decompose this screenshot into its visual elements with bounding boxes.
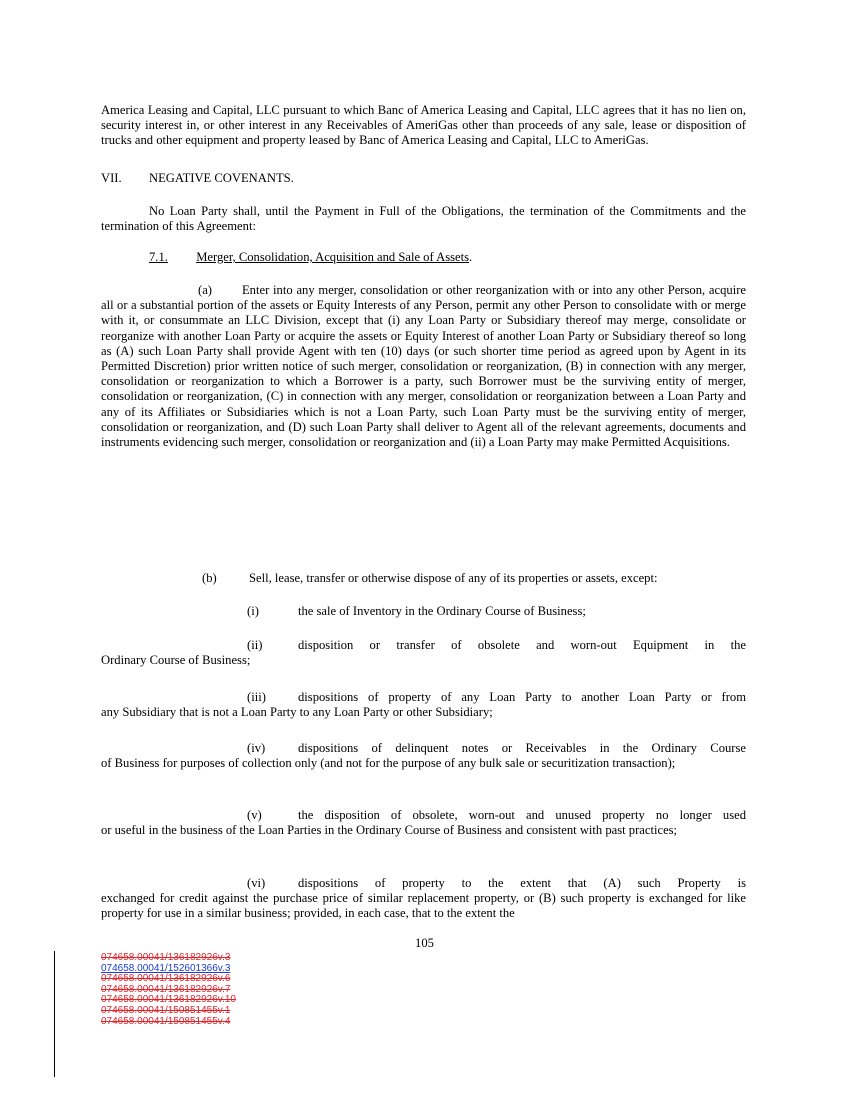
doc-id-deleted: 074658.00041/150851455v.4	[101, 1015, 231, 1027]
doc-id-current: 074658.00041/152601366v.3	[101, 962, 231, 974]
section-number: 7.1.	[149, 250, 168, 264]
clause-a	[101, 283, 746, 450]
item-lead-text: dispositions of property of any Loan Party to another Loan Party or from	[298, 690, 746, 704]
doc-id-deleted: 074658.00041/136182926v.7	[101, 983, 231, 995]
item-label: (iv)	[247, 741, 266, 755]
doc-id-deleted: 074658.00041/136182926v.6	[101, 973, 231, 985]
clause-a-label: (a)	[198, 283, 212, 297]
item-lead-text: dispositions of property to the extent that (A) such Property is	[298, 876, 746, 890]
item-label: (i)	[247, 604, 259, 618]
item-rest-text: exchanged for credit against the purchase price of similar replacement property, or (B) such property is exchanged for like property for use in a similar business; provided, in each case, that to the extent the	[101, 891, 746, 921]
item-lead-text: the disposition of obsolete, worn-out and unused property no longer used	[298, 808, 746, 822]
item-lead-text: disposition or transfer of obsolete and worn-out Equipment in the	[298, 638, 746, 652]
item-ii	[101, 638, 746, 668]
item-iii	[101, 690, 746, 720]
clause-a-text: Enter into any merger, consolidation or other reorganization with or into any other Person, acquire all or a substantial portion of the assets or Equity Interests of any Person, permit any other Person to consolidate with or merge with it, or consummate an LLC Division, except that (i) any Loan Party or Subsidiary thereof may merge, consolidate or reorganize with another Loan Party or acquire the assets or Equity Interest of another Loan Party or Subsidiary thereof so long as (A) such Loan Party shall provide Agent with ten (10) days (or such shorter time period as agreed upon by Agent in its Permitted Discretion) prior written notice of such merger, consolidation or reorganization, (B) in connection with any merger, consolidation or reorganization to which a Borrower is a party, such Borrower must be the surviving entity of merger, consolidation or reorganization, (C) in connection with any merger, consolidation or reorganization between a Loan Party and any of its Affiliates or Subsidiaries which is not a Loan Party, such Loan Party must be the surviving entity of merger, consolidation or reorganization, and (D) such Loan Party shall deliver to Agent all of the relevant agreements, documents and instruments evidencing such merger, consolidation or reorganization and (ii) a Loan Party may make Permitted Acquisitions.	[101, 283, 746, 450]
article-heading	[101, 171, 294, 186]
item-label: (v)	[247, 808, 262, 822]
item-iv	[101, 741, 746, 771]
item-rest-text: or useful in the business of the Loan Parties in the Ordinary Course of Business and consistent with past practices;	[101, 823, 678, 838]
item-text: the sale of Inventory in the Ordinary Course of Business;	[298, 604, 586, 618]
item-v	[101, 808, 746, 838]
item-label: (iii)	[247, 690, 266, 704]
doc-id-deleted: 074658.00041/136182926v.10	[101, 994, 236, 1006]
doc-id-deleted: 074658.00041/136182926v.3	[101, 952, 231, 963]
item-vi	[101, 876, 746, 922]
clause-b-text: Sell, lease, transfer or otherwise dispose of any of its properties or assets, except:	[249, 571, 658, 585]
document-id-stack	[101, 953, 236, 1027]
section-heading	[149, 250, 472, 265]
page-number: 105	[415, 936, 434, 950]
item-lead-text: dispositions of delinquent notes or Receivables in the Ordinary Course	[298, 741, 746, 755]
item-rest-text: of Business for purposes of collection only (and not for the purpose of any bulk sale or securitization transaction);	[101, 756, 676, 771]
article-title: NEGATIVE COVENANTS.	[149, 171, 294, 185]
item-label: (vi)	[247, 876, 266, 890]
intro-paragraph: America Leasing and Capital, LLC pursuant to which Banc of America Leasing and Capital, LLC agrees that it has no lien on, security interest in, or other interest in any Receivables of AmeriGas other than proceeds of any sale, lease or disposition of trucks and other equipment and property leased by Banc of America Leasing and Capital, LLC to AmeriGas.	[101, 103, 746, 148]
section-title: Merger, Consolidation, Acquisition and Sale of Assets	[196, 250, 470, 264]
item-label: (ii)	[247, 638, 263, 652]
clause-b-label: (b)	[202, 571, 217, 585]
section-title-period: .	[469, 250, 473, 264]
article-number: VII.	[101, 171, 122, 185]
item-rest-text: any Subsidiary that is not a Loan Party to any Loan Party or other Subsidiary;	[101, 705, 493, 720]
item-rest-text: Ordinary Course of Business;	[101, 653, 251, 668]
doc-id-deleted: 074658.00041/150851455v.1	[101, 1004, 231, 1016]
article-intro: No Loan Party shall, until the Payment in Full of the Obligations, the termination of the Commitments and the termination of this Agreement:	[101, 204, 746, 234]
revision-bar	[54, 951, 55, 1077]
